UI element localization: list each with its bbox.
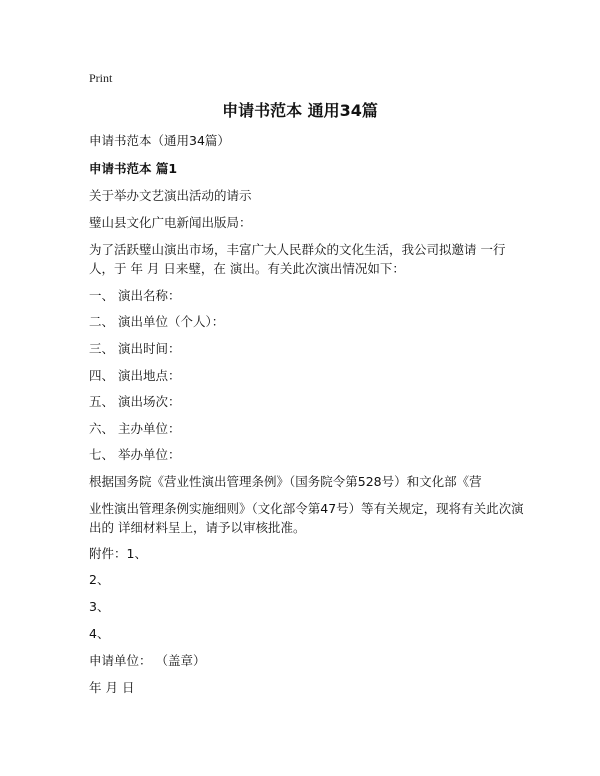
attachment-item: 4、 (89, 626, 110, 641)
doc-subtitle: 申请书范本（通用34篇） (89, 133, 230, 148)
list-item: 四、 演出地点： (89, 368, 181, 383)
list-item: 一、 演出名称： (89, 288, 181, 303)
list-item: 二、 演出单位（个人）： (89, 314, 225, 329)
intro-paragraph: 为了活跃璧山演出市场，丰富广大人民群众的文化生活，我公司拟邀请 一行 人，于 年 月 日来璧，在 演出。有关此次演出情况如下： (89, 242, 506, 276)
attachment-item: 附件：1、 (89, 546, 147, 561)
list-item: 五、 演出场次： (89, 394, 181, 409)
request-title: 关于举办文艺演出活动的请示 (89, 188, 252, 203)
date-line: 年 月 日 (89, 680, 135, 695)
basis-paragraph-line-1: 根据国务院《营业性演出管理条例》（国务院令第528号）和文化部《营 (89, 474, 482, 489)
recipient: 璧山县文化广电新闻出版局： (89, 215, 252, 230)
print-label: Print (89, 71, 113, 85)
list-item: 三、 演出时间： (89, 341, 181, 356)
applicant-signature: 申请单位： （盖章） (89, 653, 206, 668)
section-heading: 申请书范本 篇1 (89, 161, 178, 176)
list-item: 六、 主办单位： (89, 421, 181, 436)
page-title: 申请书范本 通用34篇 (222, 101, 378, 120)
attachment-item: 2、 (89, 572, 110, 587)
basis-paragraph-line-2: 业性演出管理条例实施细则》（文化部令第47号）等有关规定，现将有关此次演出的 详细材料呈上，请予以审核批准。 (89, 501, 524, 535)
attachment-item: 3、 (89, 599, 110, 614)
list-item: 七、 举办单位： (89, 447, 181, 462)
